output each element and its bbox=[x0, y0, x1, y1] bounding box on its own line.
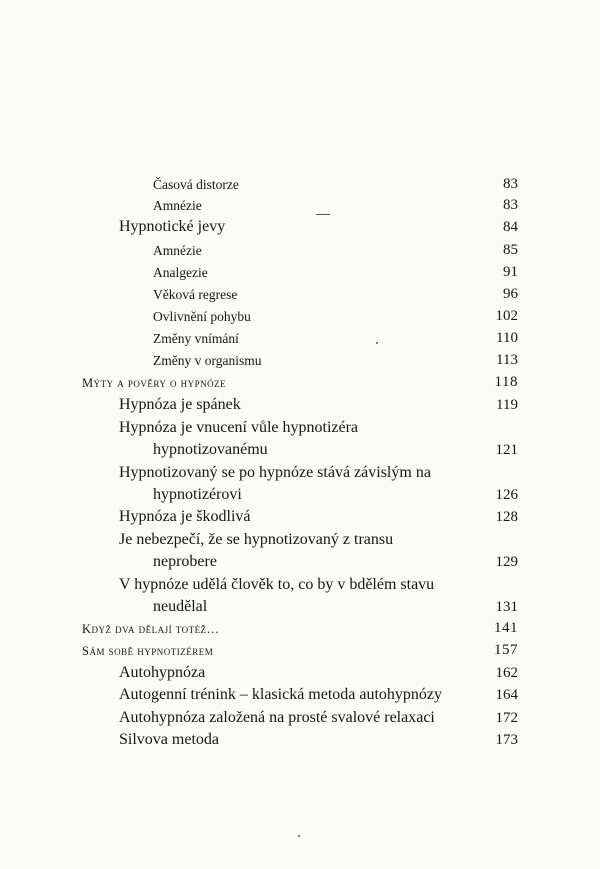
paper-speck bbox=[316, 214, 330, 215]
toc-entry bbox=[0, 285, 600, 303]
toc-entry-continuation bbox=[0, 598, 600, 616]
toc-page-number: 128 bbox=[495, 509, 518, 525]
toc-entry-title: Autohypnóza založená na prosté svalové relaxaci bbox=[119, 709, 435, 726]
toc-entry-title: Amnézie bbox=[153, 198, 202, 213]
toc-page-number: 164 bbox=[495, 687, 518, 703]
toc-page-number: 102 bbox=[495, 308, 518, 324]
toc-entry-title: Analgezie bbox=[153, 265, 208, 280]
toc-entry-title: hypnotizérovi bbox=[153, 486, 242, 503]
toc-page-number: 172 bbox=[495, 710, 518, 726]
toc-page-number: 83 bbox=[503, 176, 518, 192]
toc-page-number: 83 bbox=[503, 197, 518, 213]
toc-entry-title: Amnézie bbox=[153, 243, 202, 258]
toc-page-number: 141 bbox=[494, 620, 518, 636]
toc-entry-title: Autogenní trénink – klasická metoda autohypnózy bbox=[119, 686, 443, 703]
paper-speck bbox=[376, 342, 378, 344]
toc-entry-title: Ovlivnění pohybu bbox=[153, 309, 251, 324]
toc-page-number: 173 bbox=[495, 732, 518, 748]
toc-page-number: 118 bbox=[494, 374, 518, 390]
toc-entry bbox=[0, 464, 600, 482]
toc-page-number: 121 bbox=[495, 442, 518, 458]
toc-entry-title: Časová distorze bbox=[153, 177, 239, 192]
toc-entry-title: Hypnóza je škodlivá bbox=[119, 508, 251, 525]
toc-entry-title: hypnotizovanému bbox=[153, 441, 268, 458]
toc-entry-title: Hypnotizovaný se po hypnóze stává závislým na bbox=[119, 464, 431, 481]
toc-entry bbox=[0, 619, 600, 637]
toc-page-number: 113 bbox=[496, 352, 518, 368]
toc-page-number: 131 bbox=[495, 599, 518, 615]
toc-page-number: 129 bbox=[495, 554, 518, 570]
toc-entry bbox=[0, 373, 600, 391]
toc-entry bbox=[0, 218, 600, 236]
toc-entry-title: Věková regrese bbox=[153, 287, 238, 302]
toc-entry bbox=[0, 419, 600, 437]
toc-entry-title: Změny v organismu bbox=[153, 353, 262, 368]
toc-page-number: 126 bbox=[495, 487, 518, 503]
toc-entry bbox=[0, 329, 600, 347]
toc-entry-title: Když dva dělají totéž… bbox=[82, 622, 220, 636]
paper-speck bbox=[298, 835, 300, 837]
toc-entry-title: neudělal bbox=[153, 598, 208, 615]
toc-entry bbox=[0, 241, 600, 259]
toc-page-number: 85 bbox=[503, 242, 518, 258]
toc-entry bbox=[0, 731, 600, 749]
toc-entry-title: Hypnóza je spánek bbox=[119, 396, 241, 413]
toc-page-number: 96 bbox=[503, 286, 518, 302]
toc-entry-title: V hypnóze udělá člověk to, co by v bdělém stavu bbox=[119, 576, 435, 593]
toc-page-number: 162 bbox=[495, 665, 518, 681]
toc-page-number: 110 bbox=[496, 330, 518, 346]
toc-entry bbox=[0, 263, 600, 281]
toc-entry bbox=[0, 396, 600, 414]
toc-entry bbox=[0, 686, 600, 704]
toc-entry-continuation bbox=[0, 553, 600, 571]
toc-entry bbox=[0, 196, 600, 214]
toc-entry-title: Silvova metoda bbox=[119, 731, 219, 748]
toc-entry-title: Sám sobě hypnotizérem bbox=[82, 644, 214, 658]
toc-page-number: 157 bbox=[494, 642, 518, 658]
toc-entry-title: Změny vnímání bbox=[153, 331, 239, 346]
toc-page-number: 84 bbox=[503, 219, 518, 235]
toc-page-number: 91 bbox=[503, 264, 518, 280]
toc-entry bbox=[0, 351, 600, 369]
toc-entry bbox=[0, 709, 600, 727]
toc-entry bbox=[0, 576, 600, 594]
toc-entry-title: Hypnóza je vnucení vůle hypnotizéra bbox=[119, 419, 359, 436]
toc-entry-title: Hypnotické jevy bbox=[119, 218, 226, 235]
toc-entry bbox=[0, 307, 600, 325]
toc-entry bbox=[0, 664, 600, 682]
toc-page-number: 119 bbox=[496, 397, 518, 413]
toc-entry bbox=[0, 641, 600, 659]
toc-entry bbox=[0, 531, 600, 549]
toc-entry-continuation bbox=[0, 441, 600, 459]
toc-entry-continuation bbox=[0, 486, 600, 504]
toc-entry-title: neprobere bbox=[153, 553, 217, 570]
toc-entry-title: Mýty a pověry o hypnóze bbox=[82, 376, 227, 390]
toc-entry bbox=[0, 508, 600, 526]
toc-entry-title: Je nebezpečí, že se hypnotizovaný z transu bbox=[119, 531, 394, 548]
toc-entry bbox=[0, 175, 600, 193]
toc-entry-title: Autohypnóza bbox=[119, 664, 206, 681]
